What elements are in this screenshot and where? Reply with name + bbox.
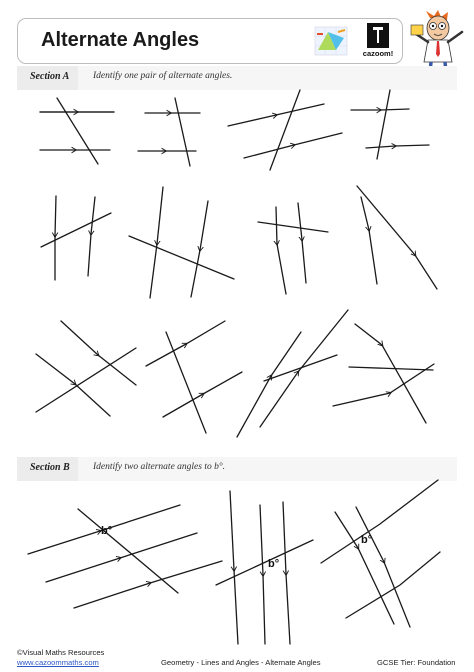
parallel-line: [191, 201, 208, 297]
diagram-a2: [138, 98, 200, 166]
parallel-line: [298, 203, 306, 283]
angle-b-label: b°: [268, 558, 280, 570]
transversal-line: [36, 348, 136, 412]
transversal-line: [264, 355, 337, 381]
parallel-line: [366, 145, 429, 148]
footer-topic: Geometry - Lines and Angles - Alternate Angles: [161, 658, 321, 667]
parallel-line: [260, 505, 265, 644]
footer-tier: GCSE Tier: Foundation: [377, 658, 456, 667]
transversal-line: [321, 480, 438, 563]
footer: [0, 647, 474, 672]
parallel-line: [351, 109, 409, 110]
parallel-line: [333, 364, 434, 406]
page-title: Alternate Angles: [41, 29, 200, 51]
parallel-line: [61, 321, 136, 385]
diagram-a7: [258, 203, 328, 294]
diagram-a8: [357, 186, 437, 289]
transversal-line: [57, 98, 98, 164]
diagram-a9: [36, 321, 136, 416]
transversal-line: [377, 90, 390, 159]
transversal-line: [129, 236, 234, 279]
diagram-b1: [28, 505, 222, 608]
parallel-line: [244, 133, 342, 158]
section-b-label: Section B: [30, 462, 70, 473]
parallel-line: [237, 332, 301, 437]
transversal-line: [270, 90, 300, 170]
section-a-label: Section A: [30, 71, 70, 82]
parallel-line: [146, 321, 225, 366]
parallel-line: [230, 491, 238, 644]
angle-b-label: b°: [101, 525, 113, 537]
diagram-a5: [41, 196, 111, 280]
cazoom-logo-text: cazoom!: [362, 49, 394, 58]
diagram-a4: [351, 90, 429, 159]
parallel-line: [283, 502, 290, 644]
transversal-line: [166, 332, 206, 433]
parallel-line: [55, 196, 56, 280]
diagram-a6: [129, 187, 234, 298]
diagram-a1: [40, 98, 114, 164]
section-a-instruction: Identify one pair of alternate angles.: [93, 71, 233, 81]
diagram-b3: [321, 480, 440, 627]
parallel-line: [36, 354, 110, 416]
angle-b-label: b°: [361, 534, 373, 546]
diagram-a11: [237, 310, 348, 437]
parallel-line: [163, 372, 242, 417]
parallel-line: [355, 324, 426, 423]
section-b-instruction: Identify two alternate angles to b°.: [93, 462, 226, 472]
footer-website-link[interactable]: www.cazoommaths.com: [17, 658, 99, 667]
parallel-line: [276, 207, 286, 294]
transversal-line: [258, 222, 328, 232]
transversal-line: [41, 213, 111, 247]
diagram-a12: [333, 324, 434, 423]
diagram-a10: [146, 321, 242, 433]
parallel-line: [260, 310, 348, 427]
diagram-b2: [216, 491, 313, 644]
diagram-a3: [228, 90, 342, 170]
transversal-line: [216, 540, 313, 585]
parallel-line: [356, 507, 410, 627]
parallel-line: [228, 104, 324, 126]
transversal-line: [175, 98, 190, 166]
parallel-line: [361, 197, 377, 284]
footer-copyright: ©Visual Maths Resources: [17, 648, 105, 657]
parallel-line: [88, 197, 95, 276]
parallel-line: [150, 187, 163, 298]
transversal-line: [349, 367, 433, 370]
parallel-line: [357, 186, 437, 289]
